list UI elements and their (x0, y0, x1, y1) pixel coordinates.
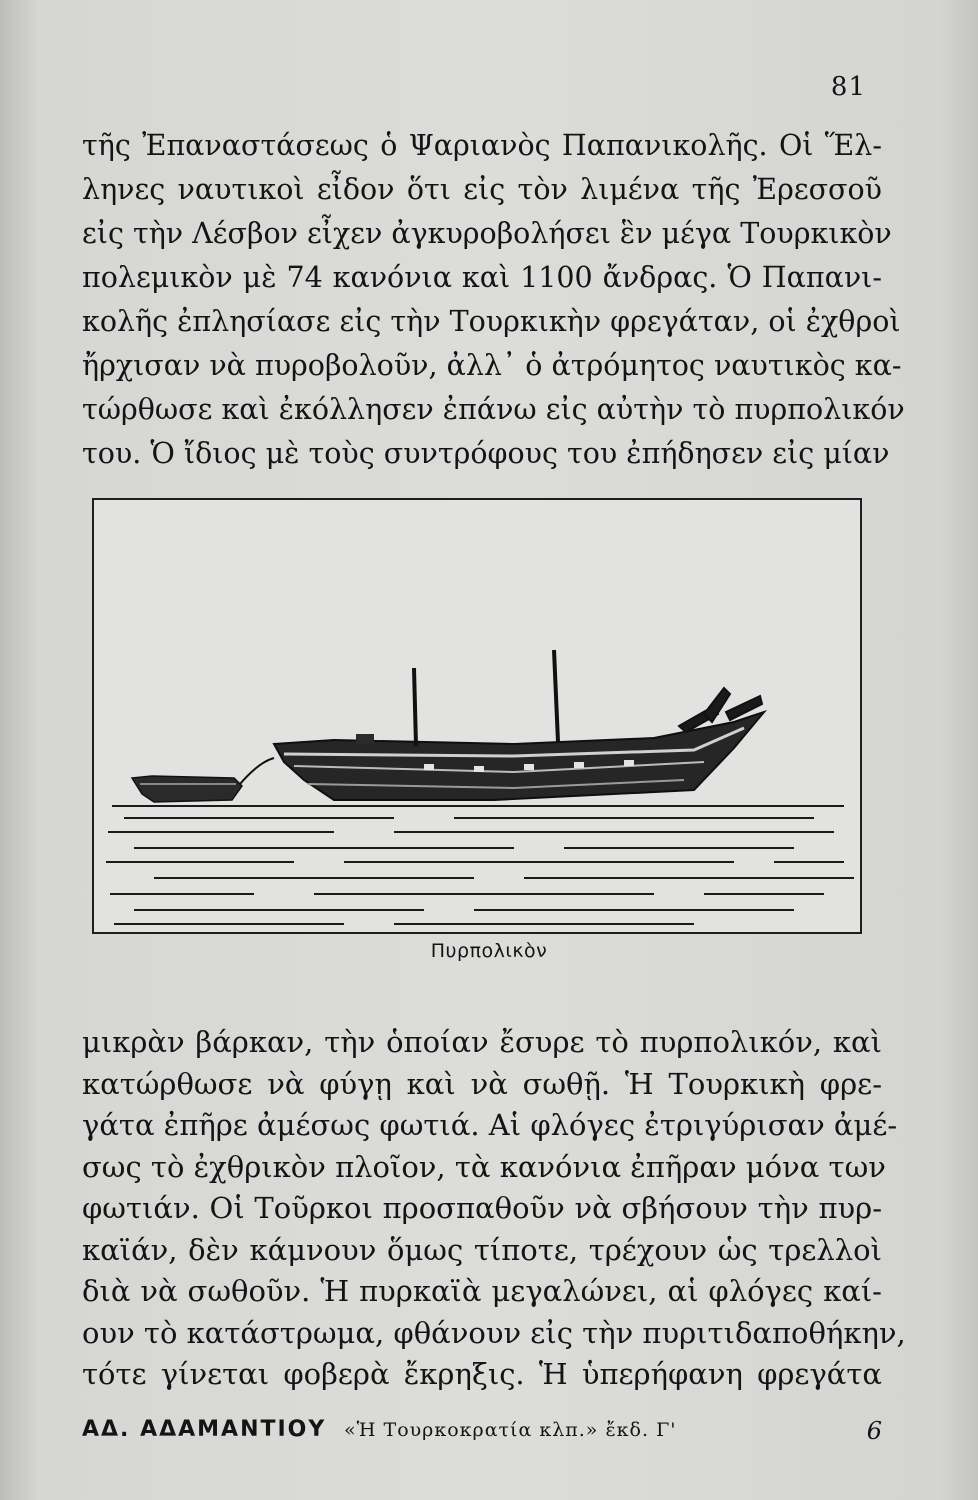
small-boat-icon (132, 758, 274, 802)
footer-book-title: «Ἡ Τουρκοκρατία κλπ.» ἔκδ. Γ' (344, 1419, 677, 1441)
footer-signature-mark: 6 (866, 1417, 882, 1445)
page-number: 81 (830, 72, 866, 102)
text-line: γάτα ἐπῆρε ἀμέσως φωτιά. Αἱ φλόγες ἐτριγύρισαν ἀμέ- (82, 1108, 898, 1142)
water-lines-icon (106, 806, 854, 924)
text-line: του. Ὁ ἴδιος μὲ τοὺς συντρόφους του ἐπήδησεν εἰς μίαν (82, 437, 890, 470)
text-line: ουν τὸ κατάστρωμα, φθάνουν εἰς τὴν πυριτιδαποθήκην, (82, 1315, 906, 1350)
text-line: τώρθωσε καὶ ἐκόλλησεν ἐπάνω εἰς αὐτὴν τὸ πυρπολικόν (82, 393, 905, 426)
paragraph-bottom (82, 1022, 906, 1396)
text-line: τῆς Ἐπαναστάσεως ὁ Ψαριανὸς Παπανικολῆς. Οἱ Ἕλ- (82, 129, 882, 162)
ship-drawing-icon (94, 500, 860, 932)
figure-caption: Πυρπολικὸν (430, 940, 548, 962)
page-footer (82, 1417, 882, 1457)
ship-masts-icon (414, 650, 558, 746)
paragraph-top (82, 124, 905, 476)
text-line: διὰ νὰ σωθοῦν. Ἡ πυρκαϊὰ μεγαλώνει, αἱ φλόγες καί- (82, 1274, 882, 1308)
text-line: κατώρθωσε νὰ φύγῃ καὶ νὰ σωθῇ. Ἡ Τουρκικὴ φρε- (82, 1066, 882, 1101)
text-line: μικρὰν βάρκαν, τὴν ὁποίαν ἔσυρε τὸ πυρπολικόν, καὶ (82, 1025, 882, 1059)
text-line: φωτιάν. Οἱ Τοῦρκοι προσπαθοῦν νὰ σβήσουν τὴν πυρ- (82, 1191, 882, 1225)
text-line: πολεμικὸν μὲ 74 κανόνια καὶ 1100 ἄνδρας. Ὁ Παπανι- (82, 261, 882, 294)
footer-author: ΑΔ. ΑΔΑΜΑΝΤΙΟΥ (82, 1417, 327, 1442)
text-line: καϊάν, δὲν κάμνουν ὅμως τίποτε, τρέχουν ὡς τρελλοὶ (82, 1232, 882, 1267)
text-line: ἤρχισαν νὰ πυροβολοῦν, ἀλλ᾽ ὁ ἀτρόμητος ναυτικὸς κα- (82, 349, 902, 382)
text-line: κολῆς ἐπλησίασε εἰς τὴν Τουρκικὴν φρεγάταν, οἱ ἐχθροὶ (82, 305, 901, 338)
text-line: εἰς τὴν Λέσβον εἶχεν ἀγκυροβολήσει ἓν μέγα Τουρκικὸν (82, 217, 892, 250)
text-line: σως τὸ ἐχθρικὸν πλοῖον, τὰ κανόνια ἐπῆραν μόνα των (82, 1149, 886, 1184)
fireship-illustration (92, 498, 862, 934)
text-line: ληνες ναυτικοὶ εἶδον ὅτι εἰς τὸν λιμένα τῆς Ἐρεσσοῦ (82, 173, 882, 206)
text-line: τότε γίνεται φοβερὰ ἔκρηξις. Ἡ ὑπερήφανη φρεγάτα (82, 1357, 882, 1391)
